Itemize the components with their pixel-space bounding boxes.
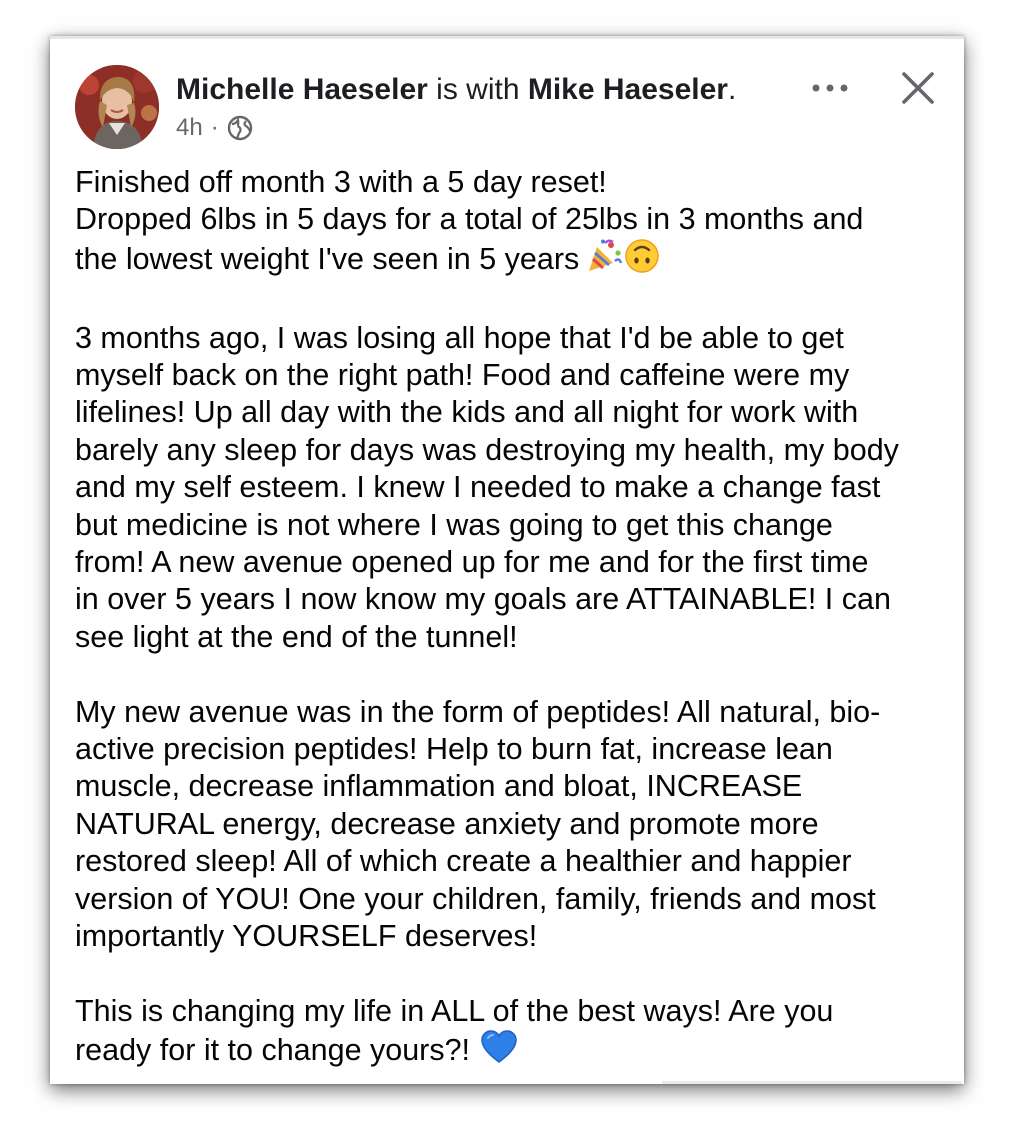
- post-text: [75, 164, 955, 1074]
- text-line: Dropped 6lbs in 5 days for a total of 25lbs in 3 months and: [75, 202, 864, 237]
- paragraph-2: [75, 320, 955, 657]
- text-line: Finished off month 3 with a 5 day reset!: [75, 165, 607, 199]
- text-line: from! A new avenue opened up for me and for the first time: [75, 545, 869, 580]
- text-line: restored sleep! All of which create a healthier and happier: [75, 844, 852, 879]
- avatar-photo: [75, 65, 159, 149]
- avatar[interactable]: [75, 65, 159, 149]
- post-time[interactable]: 4h: [176, 114, 203, 141]
- meta-separator: ·: [210, 114, 219, 141]
- text-line: lifelines! Up all day with the kids and all night for work with: [75, 395, 859, 430]
- paragraph-3: [75, 694, 955, 956]
- author-name[interactable]: Michelle Haeseler: [176, 73, 428, 106]
- text-line: but medicine is not where I was going to get this change: [75, 507, 833, 542]
- text-line-content: ready for it to change yours?!: [75, 1033, 471, 1068]
- blue-heart-emoji: [480, 1030, 518, 1073]
- party-popper-emoji: [585, 239, 623, 282]
- text-line: version of YOU! One your children, family, friends and most: [75, 881, 876, 916]
- post-meta: [176, 112, 253, 144]
- close-button[interactable]: [898, 68, 938, 108]
- paragraph-gap: [75, 956, 955, 993]
- text-line: [75, 239, 955, 282]
- text-line: myself back on the right path! Food and caffeine were my: [75, 358, 850, 393]
- paragraph-gap: [75, 656, 955, 693]
- text-line: active precision peptides! Help to burn fat, increase lean: [75, 732, 833, 767]
- text-line: [75, 1030, 955, 1073]
- close-icon: [898, 68, 938, 108]
- paragraph-gap: [75, 282, 955, 319]
- post-card: [50, 36, 964, 1084]
- paragraph-4: [75, 993, 955, 1074]
- text-line: 3 months ago, I was losing all hope that I'd be able to get: [75, 320, 844, 355]
- tagged-name[interactable]: Mike Haeseler: [527, 73, 728, 106]
- upside-down-face-emoji: [625, 239, 659, 282]
- text-line: barely any sleep for days was destroying my health, my body: [75, 432, 899, 467]
- text-line: in over 5 years I now know my goals are ATTAINABLE! I can: [75, 582, 891, 617]
- text-line: and my self esteem. I knew I needed to make a change fast: [75, 470, 881, 505]
- text-line: This is changing my life in ALL of the best ways! Are you: [75, 993, 834, 1028]
- post-header: [176, 70, 736, 110]
- paragraph-1: [75, 164, 955, 282]
- more-options-button[interactable]: [806, 76, 854, 100]
- header-period: .: [727, 73, 737, 106]
- with-text: is with: [427, 73, 528, 106]
- globe-icon: [227, 115, 253, 141]
- card-bottom-divider: [662, 1081, 962, 1084]
- text-line: muscle, decrease inflammation and bloat, INCREASE: [75, 769, 803, 804]
- more-horizontal-icon: [810, 82, 850, 94]
- text-line: see light at the end of the tunnel!: [75, 619, 518, 654]
- text-line: NATURAL energy, decrease anxiety and promote more: [75, 806, 819, 841]
- text-line: importantly YOURSELF deserves!: [75, 919, 538, 954]
- text-line-content: the lowest weight I've seen in 5 years: [75, 241, 580, 276]
- text-line: My new avenue was in the form of peptides! All natural, bio-: [75, 694, 881, 729]
- card-top-border: [50, 36, 964, 39]
